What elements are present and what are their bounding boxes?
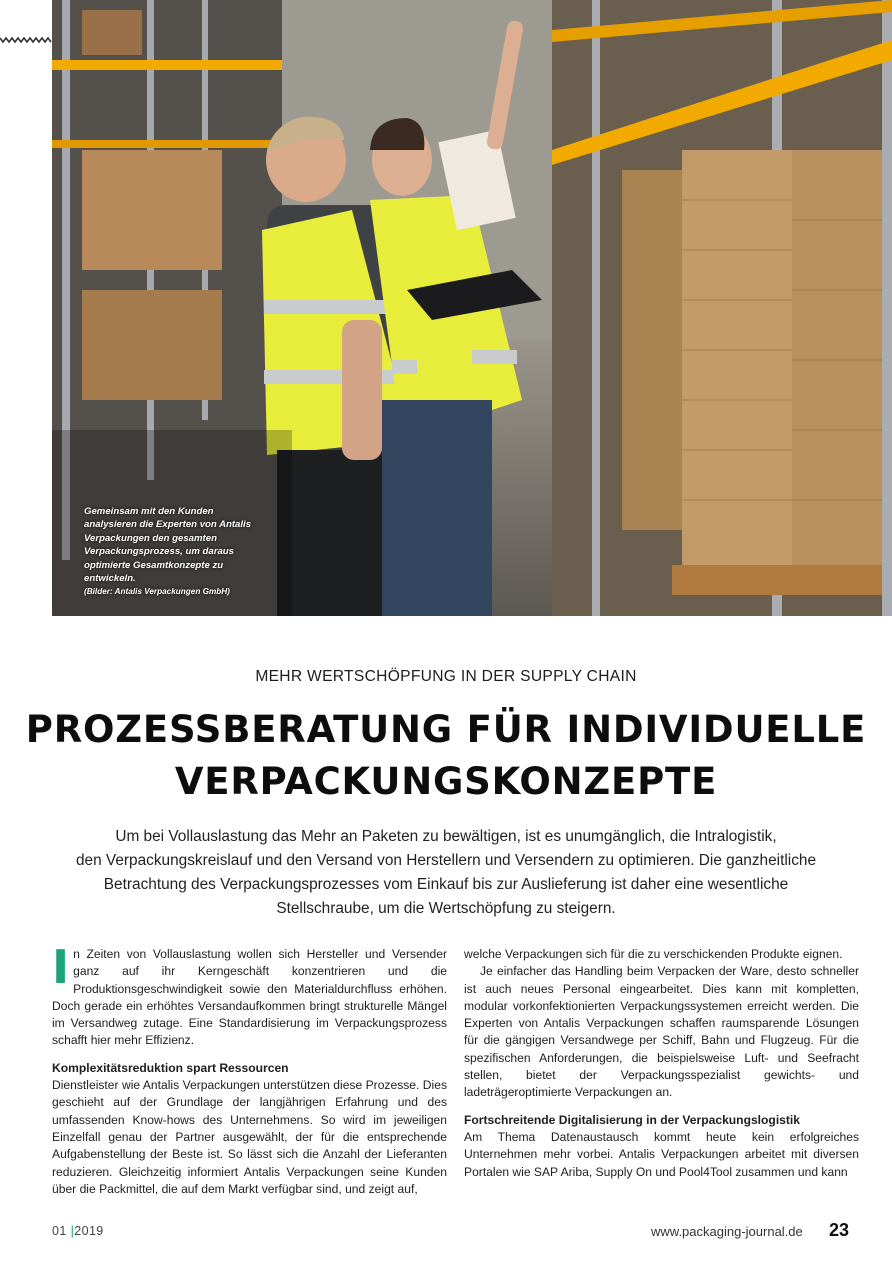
- section-body-complexity: Dienstleister wie Antalis Verpackungen unterstützen diese Prozesse. Dies geschieht auf der Grundlage der langjährigen Erfahrung und des umfassenden Know-hows des Unternehmens. So wird im jeweiligen Einzelfall genau der Partner ausgewählt, der für die entsprechende Aufgabenstellung der Beste ist. So lässt sich die Anzahl der Lieferanten reduzieren. Gleichzeitig informiert Antalis Verpackungen seine Kunden über die Packmittel, die auf dem Markt verfügbar sind, und zeigt auf,: [52, 1078, 447, 1196]
- caption-text: Gemeinsam mit den Kunden analysieren die Experten von Antalis Verpackungen den gesamten Verpackungsprozess, um daraus optimierte Gesamtkonzepte zu entwickeln.: [84, 506, 252, 585]
- section-heading-complexity: Komplexitätsreduktion spart Ressourcen: [52, 1060, 289, 1075]
- section-body-digitalization: Am Thema Datenaustausch kommt heute kein erfolgreiches Unternehmen mehr vorbei. Antalis Verpackungen arbeitet mit diversen Portalen wie SAP Ariba, Supply On und Pool4Tool zusammen und kann: [464, 1129, 859, 1179]
- intro-paragraph: [52, 940, 447, 1050]
- photo-caption: [84, 505, 264, 599]
- warehouse-photo: [52, 0, 892, 616]
- intro-text: n Zeiten von Vollauslastung wollen sich Hersteller und Versender ganz auf ihr Kerngeschäft konzentrieren und die Produktionsgeschwindigkeit sowie den Materialdurchfluss erhöhen. Doch gerade ein erhöhtes Versandaufkommen bringt strukturelle Mängel im Versandweg zutage. Eine Standardisierung im Verpackungsprozess schafft hier mehr Effizienz.: [52, 947, 447, 1048]
- lead-line: Betrachtung des Verpackungsprozesses vom Einkauf bis zur Auslieferung ist daher eine wesentliche: [103, 876, 789, 893]
- photo-credit: (Bilder: Antalis Verpackungen GmbH): [84, 587, 230, 597]
- body-column-left: [52, 940, 447, 1198]
- article-lead: [40, 825, 852, 921]
- section-heading-digitalization: Fortschreitende Digitalisierung in der Verpackungslogistik: [464, 1112, 801, 1127]
- headline-line-2: VERPACKUNGSKONZEPTE: [174, 760, 718, 803]
- decorative-zigzag-icon: [0, 35, 52, 45]
- issue-number: 01: [52, 1224, 67, 1238]
- lead-line: den Verpackungskreislauf und den Versand von Herstellern und Versendern zu optimieren. Die ganzheitliche: [75, 852, 817, 869]
- lead-line: Stellschraube, um die Wertschöpfung zu steigern.: [276, 900, 616, 917]
- body-column-right: [464, 946, 859, 1181]
- continued-paragraph: welche Verpackungen sich für die zu verschickenden Produkte eignen.: [464, 947, 843, 961]
- article-kicker: MEHR WERTSCHÖPFUNG IN DER SUPPLY CHAIN: [255, 668, 637, 685]
- issue-year: 2019: [74, 1224, 104, 1238]
- headline-line-1: PROZESSBERATUNG FÜR INDIVIDUELLE: [25, 708, 867, 751]
- drop-cap: I: [52, 940, 70, 994]
- footer-url-link[interactable]: www.packaging-journal.de: [651, 1224, 803, 1239]
- issue-separator: |: [70, 1224, 75, 1238]
- footer-issue: [52, 1224, 104, 1238]
- article-headline: [0, 704, 892, 808]
- lead-line: Um bei Vollauslastung das Mehr an Paketen zu bewältigen, ist es unumgänglich, die Intralogistik,: [115, 828, 777, 845]
- handling-paragraph: Je einfacher das Handling beim Verpacken der Ware, desto schneller ist auch neues Personal eingearbeitet. Dies kann mit kompletten, modular vorkonfektionierten Verpackungssystemen erreicht werden. Die Experten von Antalis Verpackungen schaffen raumsparende Lösungen für die gängigen Versandwege per Schiff, Bahn und Flugzeug. Für die spezifischen Anforderungen, die beispielsweise Luft- und Seefracht stellen, bietet der Verpackungsspezialist gewichts- und ladeträgeroptimierte Verpackungen an.: [464, 964, 859, 1100]
- page-number: 23: [829, 1220, 850, 1240]
